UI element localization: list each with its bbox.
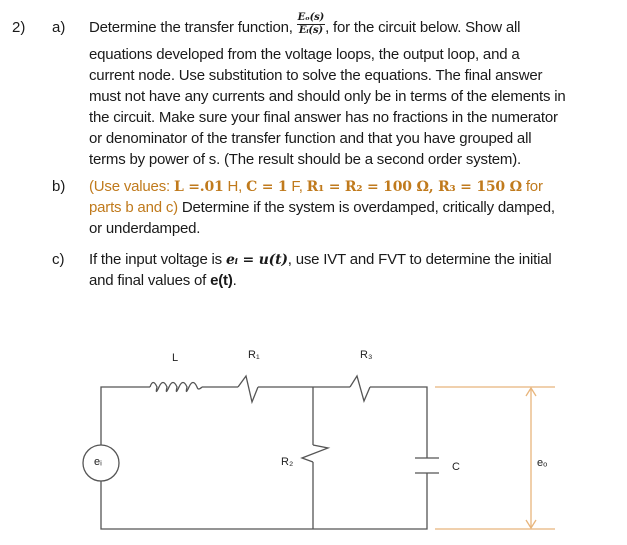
part-b-line-1: (Use values: L =.01 H, C = 1 F, R₁ = R₂ = 100 Ω, R₃ = 150 Ω for (89, 178, 543, 195)
capacitor (415, 458, 439, 473)
resistor-r2 (302, 445, 328, 462)
part-c-line-1: If the input voltage is eᵢ = u(t), use IVT and FVT to determine the initial (89, 251, 552, 268)
part-c-line-2: and final values of e(t). (89, 272, 237, 289)
part-a-line: or denominator of the transfer function and that you have grouped all (89, 130, 532, 147)
source-label: eᵢ (94, 456, 102, 468)
circuit-wire (101, 387, 427, 529)
capacitor-label: C (452, 461, 460, 473)
r2-label: R₂ (281, 456, 294, 468)
r3-label: R₃ (360, 349, 373, 361)
part-a-label: a) (52, 19, 66, 36)
inductor (150, 383, 202, 392)
output-label: eₒ (537, 457, 548, 469)
r1-label: R₁ (248, 349, 260, 361)
part-a-line: terms by power of s. (The result should be a second order system). (89, 151, 521, 168)
part-b-line-2: parts b and c) Determine if the system is overdamped, critically damped, (89, 199, 555, 216)
part-a-line-1: Determine the transfer function, $\frac{\text{Eₒ(s)}}{\text{Eᵢ(s)}}$ , for the circuit below. Show all (89, 11, 521, 36)
part-b-label: b) (52, 178, 66, 195)
part-a-line: must not have any currents and should only be in terms of the elements in (89, 88, 566, 105)
transfer-function-fraction: $\frac{\text{Eₒ(s)}}{\text{Eᵢ(s)}}$ (297, 11, 325, 36)
part-a-line: equations developed from the voltage loops, the output loop, and a (89, 46, 520, 63)
inductor-label: L (172, 352, 179, 364)
resistor-r1 (238, 376, 258, 402)
part-a-line: the circuit. Make sure your final answer has no fractions in the numerator (89, 109, 558, 126)
part-c-label: c) (52, 251, 65, 268)
part-a-line: current node. Use substitution to solve the equations. The final answer (89, 67, 543, 84)
problem-number: 2) (12, 19, 26, 36)
resistor-r3 (350, 376, 370, 401)
part-b-line-3: or underdamped. (89, 220, 201, 237)
